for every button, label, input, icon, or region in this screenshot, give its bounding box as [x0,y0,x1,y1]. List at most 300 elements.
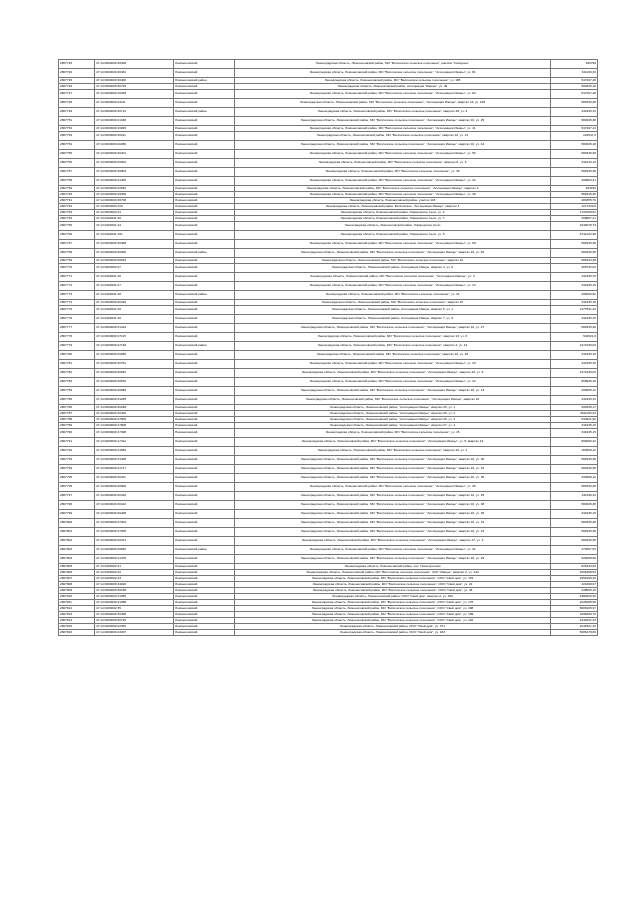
address-cell: Ленинградская область, Ломоносовский район, МО "Виллозское сельское поселение", "Ассоциация Ижицы", квартал 16, уч. 25 [235,117,551,126]
cadastral-value-cell: 341935,15 [551,510,598,519]
address-cell: Ленинградская область, Ломоносовский район, МО "Виллозское сельское поселение", "Ассоциация Ижицы", квартал 16, уч. 36 [235,474,551,483]
table-row [59,630,598,636]
cadastral-number-cell: 47:14:0000000:30449 [95,300,174,306]
record-id-cell: 2807769 [59,258,95,264]
cadastral-value-cell: 589345,38 [551,456,598,465]
record-id-cell: 2807815 [59,624,95,630]
address-cell: Ленинградская область, Ломоносовский район, Ассоциация Ижицы, квартал 4, уч. 6 [235,264,551,273]
district-cell: Ломоносовский [174,168,235,177]
cadastral-value-cell: 2244521,33 [551,624,598,630]
record-id-cell: 2807757 [59,168,95,177]
address-cell: Ленинградская область, Ломоносовский район, МО "Виллозское сельское поселение", "Ассоциация Ижицы", квартал 16, уч. 168 [235,99,551,108]
cadastral-value-cell: 825440,09 [551,564,598,570]
cadastral-number-cell: 47:14:0000000:30306 [95,60,174,69]
district-cell: Ломоносовский район [174,291,235,300]
district-cell: Ломоносовский [174,198,235,204]
district-cell: Ломоносовский [174,600,235,606]
record-id-cell: 2807764 [59,216,95,222]
district-cell: Ломоносовский [174,396,235,405]
cadastral-number-cell: 47:14:0403002:33 [95,576,174,582]
record-id-cell: 2807792 [59,447,95,456]
district-cell: Ломоносовский [174,258,235,264]
record-id-cell: 2807785 [59,396,95,405]
address-cell: Ленинградская область, Ломоносовский район, МО "Виллозское сельское поселение", "Ассоциация Ижицы", квартал 16, уч. 23 [235,528,551,537]
address-cell: Ленинградская область, Ломоносовский район, Ассоциация Ижицы, квартал 7, уч. 3 [235,315,551,324]
address-cell: Ленинградская область, Ломоносовский район, МО "Виллозское сельское поселение", "Ассоциация Ижицы", квартал 16 [235,396,551,405]
cadastral-number-cell: 47:14:0000000:27005 [95,528,174,537]
address-cell: Ленинградская область, Ломоносовский район, МО "Виллозское сельское поселение", "Ассоциация Ижицы", квартал 23, уч. 5 [235,369,551,378]
district-cell: Ломоносовский [174,378,235,387]
district-cell: Ломоносовский [174,405,235,411]
cadastral-number-cell: 47:14:0402001:29 [95,306,174,315]
cadastral-value-cell: 480355,76 [551,198,598,204]
cadastral-value-cell: 589345,38 [551,501,598,510]
district-cell: Ломоносовский [174,501,235,510]
address-cell: Ленинградская область, Ломоносовский район, МО "Виллозское сельское поселение", "Ассоциация Ижицы", уч. 5, квартал 16 [235,438,551,447]
cadastral-number-cell: 47:14:0000000:21717 [95,465,174,474]
cadastral-value-cell: 589345,38 [551,324,598,333]
record-id-cell: 2807791 [59,438,95,447]
district-cell: Ломоносовский [174,564,235,570]
address-cell: Ленинградская область, Ломоносовский район, МО "Виллозское сельское поселение", квартал 48, уч. 9 [235,108,551,117]
address-cell: Ленинградская область, Ломоносовский район, МО "Виллозское сельское поселение", ООО "Свой дом", уч. 21 [235,582,551,588]
district-cell: Ломоносовский район [174,546,235,555]
cadastral-number-cell: 47:14:0000000:20286 [95,141,174,150]
cadastral-number-cell: 47:14:0000000:26408 [95,510,174,519]
cadastral-number-cell: 47:14:0000000:16348 [95,90,174,99]
table-row [59,240,598,249]
table-row [59,360,598,369]
record-id-cell: 2807789 [59,423,95,429]
cadastral-value-cell: 3611166,34 [551,411,598,417]
cadastral-number-cell: 47:14:0000000:30900 [95,249,174,258]
table-row [59,231,598,240]
record-id-cell: 2807748 [59,99,95,108]
cadastral-number-cell: 47:14:0000000:26602 [95,159,174,168]
record-id-cell: 2807783 [59,378,95,387]
cadastral-number-cell: 47:14:0000000:30492 [95,411,174,417]
cadastral-number-cell: 47:14:0000000:27115 [95,333,174,342]
address-cell: Ленинградская область, Ломоносовский район, МО "Виллозское сельское поселение", "Ассоциация Ижицы", уч. 20 [235,360,551,369]
address-cell: Ленинградская область, Ломоносовский район, МО "Виллозское сельское поселение", ООО "Свой дом", уч. 188 [235,606,551,612]
cadastral-value-cell: 341935,15 [551,351,598,360]
address-cell: Ленинградская область, Ломоносовский район, МО "Виллозское сельское поселение", уч. 15 [235,429,551,438]
address-cell: Ленинградская область, Ломоносовский район, ООО "Свой дом", квартал 2, уч. 160 [235,594,551,600]
address-cell: Ленинградская область, Ломоносовский район, МО "Виллозское сельское поселение", "Ассоциация Ижицы", уч. 2 [235,273,551,282]
address-cell: Ленинградская область, Ломоносовский район, МО "Виллозское сельское поселение", ООО "Свой дом", уч. 175 [235,600,551,606]
cadastral-number-cell: 47:14:0000000:26685 [95,351,174,360]
cadastral-number-cell: 47:14:0000000:21348 [95,117,174,126]
record-id-cell: 2807759 [59,186,95,192]
district-cell: Ломоносовский [174,324,235,333]
record-id-cell: 2807802 [59,537,95,546]
cadastral-number-cell: 47:14:0000000:30708 [95,198,174,204]
table-row [59,342,598,351]
record-id-cell: 2807756 [59,159,95,168]
cadastral-value-cell: 2249078,73 [551,222,598,231]
address-cell: Ленинградская область, Ломоносовский район, МО "Виллозское сельское поселение", "Ассоциация Ижицы", квартал 16, уч. 44 [235,141,551,150]
address-cell: Ленинградская область, Ломоносовский район, ООО "Свой дом", уч. 371 [235,624,551,630]
cadastral-value-cell: 589345,38 [551,483,598,492]
table-row [59,351,598,360]
address-cell: Ленинградская область, Ломоносовский район, Офицерское Село, уч. 7 [235,216,551,222]
address-cell: Ленинградская область, Ломоносовский район, МО "Виллозское сельское поселение", "Ассоциация Ижицы", квартал 16, уч. 27 [235,324,551,333]
table-row [59,282,598,291]
cadastral-value-cell: 321698,97 [551,582,598,588]
address-cell: Ленинградская область, Ломоносовский район, МО "Виллозское сельское поселение", "Ассоциация Ижицы", уч. 12 [235,378,551,387]
cadastral-number-cell: 47:14:0000000:28032 [95,258,174,264]
cadastral-number-cell: 47:14:0603003:27 [95,264,174,273]
district-cell: Ломоносовский [174,429,235,438]
cadastral-value-cell: 589345,38 [551,537,598,546]
district-cell: Ломоносовский [174,537,235,546]
table-row [59,546,598,555]
cadastral-number-cell: 47:14:0000000:27808 [95,423,174,429]
address-cell: Ленинградская область, Ломоносовский район, МО "Виллозское сельское поселение", ООО "Свой дом", уч. 189 [235,612,551,618]
address-cell: Ленинградская область, Ломоносовский район, МО "Виллозское сельское поселение", "Ассоциация Ижицы", уч. 31 [235,546,551,555]
table-row [59,483,598,492]
cadastral-value-cell: 341935,15 [551,282,598,291]
cadastral-number-cell: 47:14:0000000:16845 [95,126,174,132]
district-cell: Ломоносовский [174,126,235,132]
table-row [59,537,598,546]
record-id-cell: 2807767 [59,240,95,249]
cadastral-number-cell: 47:14:0000000:26340 [95,492,174,501]
cadastral-value-cell: 341196,34 [551,69,598,78]
table-row [59,132,598,141]
cadastral-value-cell: 184599,12 [551,447,598,456]
cadastral-number-cell: 47:14:0000000:30712 [95,108,174,117]
record-id-cell: 2807794 [59,465,95,474]
cadastral-number-cell: 47:14:0000000:21569 [95,447,174,456]
district-cell: Ломоносовский [174,282,235,291]
address-cell: Ленинградская область, Ломоносовский район, "Ассоциация Ижицы", квартал 25, уч. 2 [235,411,551,417]
cadastral-value-cell: 1720208,62 [551,210,598,216]
cadastral-number-cell: 47:14:0000000:30840 [95,369,174,378]
district-cell: Ломоносовский [174,528,235,537]
address-cell: Ленинградская область, Ломоносовский район, МО "Виллозское сельское поселение", "Ассоциация Ижицы", квартал 2 [235,186,551,192]
record-id-cell: 2807751 [59,117,95,126]
address-cell: Ленинградская область, Ломоносовский район, МО "Виллозское сельское поселение", уч. 185 [235,78,551,84]
district-cell: Ломоносовский [174,624,235,630]
cadastral-value-cell: 341935,15 [551,429,598,438]
table-row [59,378,598,387]
cadastral-value-cell: 2244521,33 [551,618,598,624]
record-id-cell: 2807814 [59,618,95,624]
cadastral-value-cell: 341610,13 [551,159,598,168]
district-cell: Ломоносовский [174,186,235,192]
district-cell: Ломоносовский [174,90,235,99]
cadastral-number-cell: 47:14:0000000:22352 [95,624,174,630]
record-id-cell: 2807758 [59,177,95,186]
cadastral-number-cell: 47:14:0402001:30 [95,315,174,324]
district-cell: Ломоносовский [174,99,235,108]
address-cell: Ленинградская область, Ломоносовский район, МО "Виллозское сельское поселение", квартал 16 [235,258,551,264]
record-id-cell: 2807754 [59,141,95,150]
table-row [59,108,598,117]
address-cell: Ленинградская область, Ломоносовский район, МО "Виллозское сельское поселение", уч. 30 [235,168,551,177]
cadastral-number-cell: 47:14:0000000:31088 [95,600,174,606]
cadastral-value-cell: 455732,03 [551,264,598,273]
cadastral-number-cell: 47:14:0403002:35 [95,606,174,612]
record-id-cell: 2807787 [59,411,95,417]
cadastral-value-cell: 186790 [551,60,598,69]
district-cell: Ломоносовский [174,141,235,150]
address-cell: Ленинградская область, Ломоносовский район, МО "Виллозское сельское поселение", квартал 16, уч. 13 [235,132,551,141]
table-row [59,369,598,378]
cadastral-number-cell: 47:14:0000000:30388 [95,240,174,249]
cadastral-value-cell: 585443,38 [551,258,598,264]
cadastral-value-cell: 589345,38 [551,465,598,474]
cadastral-value-cell: 1217339,9 [551,204,598,210]
address-cell: Ленинградская область, Ломоносовский район, МО "Виллозское сельское поселение", квартал 4, уч. 14 [235,342,551,351]
cadastral-number-cell: 47:14:0000000:24111 [95,99,174,108]
address-cell: Ленинградская область, Ломоносовский район, МО "Виллозское сельское поселение", "Ассоциация Ижицы", квартал 16, уч. 25 [235,492,551,501]
district-cell: Ломоносовский [174,117,235,126]
district-cell: Ломоносовский [174,612,235,618]
district-cell: Ломоносовский [174,618,235,624]
cadastral-value-cell: 589345,38 [551,519,598,528]
district-cell: Ломоносовский [174,192,235,198]
record-id-cell: 2807763 [59,210,95,216]
district-cell: Ломоносовский [174,231,235,240]
address-cell: Ленинградская область, Ломоносовский район, Офицерское Село [235,222,551,231]
address-cell: Ленинградская область, Ломоносовский район, ООО "Свой дом", уч. 183 [235,630,551,636]
cadastral-value-cell: 589345,38 [551,240,598,249]
cadastral-number-cell: 47:14:0000000:30878 [95,378,174,387]
record-id-cell: 2807810 [59,594,95,600]
cadastral-value-cell: 898466,42 [551,438,598,447]
table-body [59,60,598,636]
table-row [59,117,598,126]
record-id-cell: 2807746 [59,69,95,78]
cadastral-number-cell: 47:14:0000000:30412 [95,501,174,510]
table-row [59,315,598,324]
district-cell: Ломоносовский [174,417,235,423]
table-row [59,396,598,405]
record-id-cell: 2807797 [59,492,95,501]
record-id-cell: 2807807 [59,576,95,582]
cadastral-number-cell: 47:14:0000000:31308 [95,456,174,465]
address-cell: Ленинградская область, Ломоносовский район, МО "Виллозское сельское поселение", "Ассоциация Ижицы", уч. 26 [235,483,551,492]
district-cell: Ломоносовский район [174,108,235,117]
address-cell: Ленинградская область, Ломоносовский район, МО "Виллозское сельское поселение", "Ассоциация Ижицы", квартал 16, уч. 39 [235,510,551,519]
cadastral-value-cell: 409664,41 [551,177,598,186]
record-id-cell: 2807760 [59,192,95,198]
address-cell: Ленинградская область, Ломоносовский район, МО "Виллозское сельское поселение", квартал 16 [235,300,551,306]
cadastral-value-cell: 547407,48 [551,78,598,84]
record-id-cell: 2807788 [59,417,95,423]
record-id-cell: 2807745 [59,78,95,84]
address-cell: Ленинградская область, Ломоносовский район, Ассоциация "Ижицы", уч. 49 [235,84,551,90]
cadastral-value-cell: 589345,18 [551,141,598,150]
cadastral-number-cell: 47:14:0603003:120 [95,204,174,210]
cadastral-number-cell: 47:14:0000000:27004 [95,519,174,528]
address-cell: Ленинградская область, Ломоносовский район, МО "Виллозское сельское поселение", "Ассоциация Ижицы", квартал 16, уч. 29 [235,555,551,564]
cadastral-value-cell: 534521,8 [551,333,598,342]
address-cell: Ленинградская область, Ломоносовский район, МО "Виллозское сельское поселение", "Ассоциация Ижицы", квартал 16, уч. 33 [235,465,551,474]
cadastral-value-cell: 395238,17 [551,405,598,411]
cadastral-number-cell: 47:14:0000000:30211 [95,132,174,141]
cadastral-value-cell: 341935,15 [551,396,598,405]
table-row [59,90,598,99]
record-id-cell: 2807778 [59,333,95,342]
cadastral-value-cell: 1698299,79 [551,612,598,618]
address-cell: Ленинградская область, Ломоносовский район, МО "Виллозское сельское поселение", "Ассоциация Ижицы", уч. 69 [235,240,551,249]
table-row [59,555,598,564]
address-cell: Ленинградская область, Ломоносовский район, МО "Виллозское сельское поселение", квартал 16, уч. 1 [235,447,551,456]
cadastral-number-cell: 47:14:0000000:23307 [95,630,174,636]
table-row [59,474,598,483]
cadastral-value-cell: 341935,15 [551,108,598,117]
table-row [59,222,598,231]
cadastral-number-cell: 47:14:0000000:30809 [95,483,174,492]
district-cell: Ломоносовский [174,204,235,210]
cadastral-value-cell: 1272236,03 [551,342,598,351]
address-cell: Ленинградская область, Ломоносовский район, МО "Виллозское сельское поселение", "Ассоциация Ижицы", уч. 13 [235,282,551,291]
record-id-cell: 2807773 [59,291,95,300]
cadastral-value-cell: 341935,15 [551,315,598,324]
record-id-cell: 2807786 [59,405,95,411]
record-id-cell: 2807801 [59,528,95,537]
cadastral-value-cell: 1272236,03 [551,369,598,378]
cadastral-value-cell: 3265498,53 [551,570,598,576]
record-id-cell: 2807812 [59,606,95,612]
district-cell: Ломоносовский [174,594,235,600]
cadastral-value-cell: 298807,21 [551,216,598,222]
record-id-cell: 2807780 [59,351,95,360]
cadastral-value-cell: 2226086,58 [551,600,598,606]
address-cell: Ленинградская область, Ломоносовский район, пос. Новогорелово [235,564,551,570]
table-row [59,429,598,438]
district-cell: Ломоносовский [174,315,235,324]
table-row [59,249,598,258]
district-cell: Ломоносовский [174,351,235,360]
cadastral-number-cell: 47:14:0000000:31265 [95,396,174,405]
cadastral-number-cell: 47:14:0000000:31085 [95,594,174,600]
district-cell: Ломоносовский [174,456,235,465]
address-cell: Ленинградская область, Ломоносовский район, МО "Виллозское сельское поселение", массив "Саперное" [235,60,551,69]
cadastral-value-cell: 5086278,89 [551,630,598,636]
address-cell: Ленинградская область, Ломоносовский район, МО "Виллозское сельское поселение", квартал 13, уч. 6 [235,333,551,342]
record-id-cell: 2807771 [59,273,95,282]
record-id-cell: 2807776 [59,315,95,324]
table-row [59,528,598,537]
table-row [59,333,598,342]
cadastral-value-cell: 534521,92 [551,417,598,423]
table-row [59,447,598,456]
district-cell: Ломоносовский [174,240,235,249]
address-cell: Ленинградская область, Ломоносовский район, МО "Виллозское сельское поселение", "Ассоциация Ижицы", квартал 16, уч. 34 [235,519,551,528]
record-id-cell: 2807793 [59,456,95,465]
district-cell: Ломоносовский [174,576,235,582]
record-id-cell: 2807803 [59,546,95,555]
district-cell: Ломоносовский [174,519,235,528]
district-cell: Ломоносовский [174,69,235,78]
address-cell: Ленинградская область, Ломоносовский район, МО "Виллозское сельское поселение", "Ассоциация Ижицы", квартал 17, уч. 3 [235,537,551,546]
table-row [59,168,598,177]
cadastral-number-cell: 47:14:0402001:44 [95,222,174,231]
cadastral-number-cell: 47:14:0000000:30406 [95,78,174,84]
record-id-cell: 2807761 [59,198,95,204]
record-id-cell: 2807745 [59,60,95,69]
table-row [59,264,598,273]
address-cell: Ленинградская область, Ломоносовский район, МО "Виллозское сельское поселение", ЗАО "Ижицы", квартал 2, уч. 142 [235,570,551,576]
cadastral-value-cell: 589345,38 [551,99,598,108]
district-cell: Ломоносовский [174,177,235,186]
address-cell: Ленинградская область, Ломоносовский район, МО "Виллозское сельское поселение", ООО "Свой дом", уч. 46 [235,588,551,594]
cadastral-number-cell: 47:14:0000000:20413 [95,537,174,546]
cadastral-number-cell: 47:14:0000000:30725 [95,618,174,624]
district-cell: Ломоносовский район [174,249,235,258]
record-id-cell: 2807804 [59,555,95,564]
record-id-cell: 2807809 [59,588,95,594]
cadastral-value-cell: 341196,34 [551,492,598,501]
cadastral-value-cell: 589345,38 [551,192,598,198]
record-id-cell: 2807765 [59,222,95,231]
record-id-cell: 2807749 [59,108,95,117]
district-cell: Ломоносовский район [174,342,235,351]
record-id-cell: 2807768 [59,249,95,258]
table-row [59,501,598,510]
cadastral-number-cell: 47:14:0000000:30298 [95,405,174,411]
record-id-cell: 2807796 [59,483,95,492]
cadastral-value-cell: 1651695,29 [551,576,598,582]
record-id-cell: 2807798 [59,501,95,510]
cadastral-number-cell: 47:14:0403002:32 [95,570,174,576]
table-row [59,387,598,396]
address-cell: Ленинградская область, Ломоносовский район, "Ассоциация Ижицы", квартал 27, уч. 4 [235,423,551,429]
address-cell: Ленинградская область, Ломоносовский район, "Ассоциация Ижицы", квартал 25, уч. 1 [235,405,551,411]
address-cell: Ленинградская область, Ломоносовский район, Офицерское Село, уч. 2 [235,210,551,216]
cadastral-number-cell: 47:14:0000000:21378 [95,555,174,564]
record-id-cell: 2807808 [59,582,95,588]
table-row [59,438,598,447]
cadastral-value-cell: 433698,12 [551,474,598,483]
record-id-cell: 2807762 [59,204,95,210]
cadastral-number-cell: 47:14:0000000:26840 [95,546,174,555]
address-cell: Ленинградская область, Ломоносовский район, МО "Виллозское сельское поселение", "Ассоциация Ижицы", квартал 16, уч. 38 [235,501,551,510]
district-cell: Ломоносовский [174,465,235,474]
cadastral-value-cell: 341935,15 [551,300,598,306]
cadastral-value-cell: 589345,38 [551,150,598,159]
address-cell: Ленинградская область, Ломоносовский район, МО "Виллозское сельское поселение", "Ассоциация Ижицы", уч. 22 [235,177,551,186]
cadastral-number-cell: 47:14:0000000:30889 [95,387,174,396]
table-row [59,324,598,333]
district-cell: Ломоносовский [174,360,235,369]
table-row [59,456,598,465]
address-cell: Ленинградская область, Ломоносовский район, МО "Виллозское сельское поселение", "Ассоциация Ижицы", уч. 56 [235,150,551,159]
cadastral-value-cell: 589345,38 [551,249,598,258]
record-id-cell: 2807766 [59,231,95,240]
district-cell: Ломоносовский [174,411,235,417]
record-id-cell: 2807782 [59,369,95,378]
record-id-cell: 2807752 [59,126,95,132]
cadastral-value-table [58,59,598,636]
record-id-cell: 2807755 [59,150,95,159]
cadastral-value-cell: 364199 [551,186,598,192]
cadastral-value-cell: 5083205,97 [551,606,598,612]
district-cell: Ломоносовский [174,159,235,168]
address-cell: Ленинградская область, Ломоносовский район, участок 118 [235,198,551,204]
table-row [59,519,598,528]
address-cell: Ленинградская область, Ломоносовский район, МО "Виллозское сельское поселение", "Ассоциация Ижицы", уч. 84 [235,90,551,99]
district-cell: Ломоносовский [174,630,235,636]
record-id-cell: 2807747 [59,90,95,99]
cadastral-number-cell: 47:14:0402001:27 [95,282,174,291]
cadastral-number-cell: 47:14:0000000:27809 [95,417,174,423]
cadastral-number-cell: 47:14:0000000:30804 [95,168,174,177]
